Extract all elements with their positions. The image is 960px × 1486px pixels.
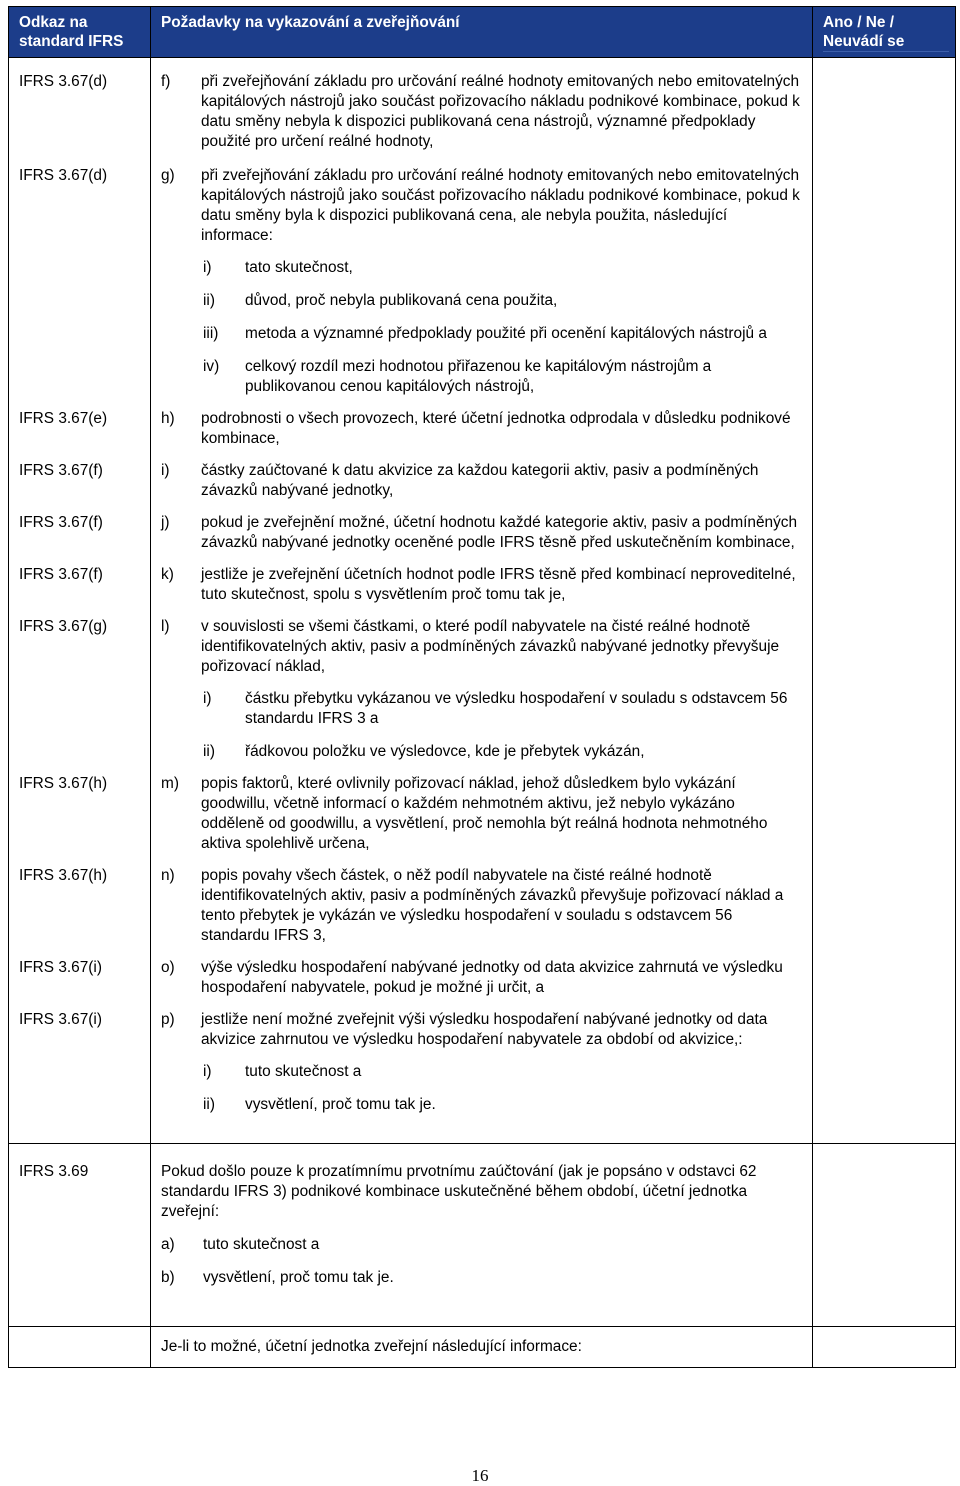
item-letter: j) (161, 514, 170, 531)
item-text: částky zaúčtované k datu akvizice za každou kategorii aktiv, pasiv a podmíněných závazků nabývané jednotky, (201, 462, 759, 499)
sub-item-text: částku přebytku vykázanou ve výsledku hospodaření v souladu s odstavcem 56 standardu IFRS 3 a (245, 690, 788, 727)
reference-cell (9, 152, 151, 397)
requirement-row (9, 998, 956, 1144)
requirement-cell (151, 397, 813, 449)
sub-item-numeral: iv) (203, 358, 220, 375)
requirement-item (151, 617, 812, 677)
reference-cell (9, 397, 151, 449)
reference-text: IFRS 3.67(d) (19, 167, 108, 184)
answer-cell[interactable] (813, 152, 956, 397)
requirement-cell (151, 605, 813, 762)
sub-item-numeral: iii) (203, 325, 219, 342)
item-text: při zveřejňování základu pro určování reálné hodnoty emitovaných nebo emitovatelných kapitálových nástrojů jako součást pořizovacího nákladu podnikové kombinace, pokud k datu směny byla k dispozici publikovaná cena, ale nebyla použita, následující informace: (201, 167, 800, 244)
reference-text: IFRS 3.67(h) (19, 775, 108, 792)
requirement-item (151, 409, 812, 449)
item-text: popis faktorů, které ovlivnily pořizovací náklad, jehož důsledkem bylo vykázání goodwillu, včetně informací o každém nehmotném aktivu, jež nebylo vykázáno odděleně od goodwillu, a vysvětlení, proč nemohla být reálná hodnota nehmotného aktiva spolehlivě určena, (201, 775, 768, 852)
requirement-cell (151, 1327, 813, 1368)
section-item-a: a) tuto skutečnost a (161, 1236, 320, 1253)
requirement-cell (151, 762, 813, 854)
answer-cell[interactable] (813, 501, 956, 553)
requirement-cell (151, 1144, 813, 1327)
reference-text: IFRS 3.67(e) (19, 410, 108, 427)
item-letter: f) (161, 73, 171, 90)
sub-item-numeral: ii) (203, 743, 215, 760)
requirement-row (9, 449, 956, 501)
item-letter: g) (161, 167, 175, 184)
answer-cell[interactable] (813, 946, 956, 998)
requirement-item (151, 958, 812, 998)
answer-cell[interactable] (813, 553, 956, 605)
reference-text: IFRS 3.67(i) (19, 1011, 102, 1028)
requirement-cell (151, 854, 813, 946)
requirement-cell (151, 501, 813, 553)
reference-text: IFRS 3.67(f) (19, 566, 103, 583)
item-letter: n) (161, 867, 175, 884)
requirement-cell (151, 152, 813, 397)
requirement-cell (151, 449, 813, 501)
answer-cell[interactable] (813, 449, 956, 501)
item-letter: p) (161, 1011, 175, 1028)
item-letter: o) (161, 959, 175, 976)
sub-item (151, 1095, 812, 1115)
sub-item-text: celkový rozdíl mezi hodnotou přiřazenou ke kapitálovým nástrojům a publikovanou cenou kapitálových nástrojů, (245, 358, 712, 395)
item-text: v souvislosti se všemi částkami, o které podíl nabyvatele na čisté reálné hodnotě identifikovatelných aktiv, pasiv a podmíněných závazků nabývané jednotky převyšuje pořizovací náklad, (201, 618, 780, 675)
sub-item-text: metoda a významné předpoklady použité při ocenění kapitálových nástrojů a (245, 325, 767, 342)
sub-item (151, 258, 812, 278)
item-letter: k) (161, 566, 174, 583)
answer-cell[interactable] (813, 998, 956, 1144)
reference-text: IFRS 3.67(h) (19, 867, 108, 884)
requirement-row (9, 553, 956, 605)
reference-cell (9, 449, 151, 501)
sub-item-numeral: i) (203, 1063, 212, 1080)
item-text: jestliže je zveřejnění účetních hodnot podle IFRS těsně před kombinací neproveditelné, tuto skutečnost, spolu s vysvětlením proč tomu tak je, (201, 566, 796, 603)
requirement-cell (151, 58, 813, 153)
answer-cell[interactable] (813, 762, 956, 854)
requirement-item (151, 166, 812, 246)
requirement-item (151, 72, 812, 152)
reference-cell (9, 553, 151, 605)
reference-cell: IFRS 3.69 (9, 1144, 151, 1327)
sub-item (151, 689, 812, 729)
section-ifrs-3-69 (9, 1144, 956, 1327)
answer-cell[interactable] (813, 397, 956, 449)
reference-text: IFRS 3.67(f) (19, 514, 103, 531)
section-final-row (9, 1327, 956, 1368)
requirement-item (151, 513, 812, 553)
header-requirements: Požadavky na vykazování a zveřejňování (151, 7, 813, 58)
sub-item-numeral: i) (203, 690, 212, 707)
requirement-row (9, 854, 956, 946)
requirement-row (9, 397, 956, 449)
reference-cell (9, 1327, 151, 1368)
reference-text: IFRS 3.67(f) (19, 462, 103, 479)
requirement-item (151, 866, 812, 946)
item-text: podrobnosti o všech provozech, které účetní jednotka odprodala v důsledku podnikové kombinace, (201, 410, 791, 447)
requirement-item (151, 774, 812, 854)
header-row (9, 7, 956, 58)
page-number: 16 (471, 1466, 489, 1485)
answer-cell[interactable] (813, 1327, 956, 1368)
sub-item (151, 291, 812, 311)
item-text: při zveřejňování základu pro určování reálné hodnoty emitovaných nebo emitovatelných kapitálových nástrojů jako součást pořizovacího nákladu podnikové kombinace, pokud k datu směny nebyla k dispozici publikovaná cena nástrojů, významné předpoklady použité pro určení reálné hodnoty, (201, 73, 800, 150)
requirement-row (9, 605, 956, 762)
section-item-b: b) vysvětlení, proč tomu tak je. (161, 1269, 394, 1286)
reference-cell (9, 854, 151, 946)
header-answer: Ano / Ne / Neuvádí se (813, 7, 956, 58)
answer-cell[interactable] (813, 58, 956, 153)
sub-item-numeral: ii) (203, 292, 215, 309)
reference-cell (9, 998, 151, 1144)
requirements-table (8, 6, 956, 1368)
reference-cell (9, 605, 151, 762)
requirement-item (151, 1010, 812, 1050)
answer-cell[interactable] (813, 1144, 956, 1327)
answer-cell[interactable] (813, 605, 956, 762)
reference-text: IFRS 3.67(g) (19, 618, 108, 635)
requirement-item (151, 461, 812, 501)
sub-item (151, 324, 812, 344)
item-text: výše výsledku hospodaření nabývané jednotky od data akvizice zahrnutá ve výsledku hospodaření nabyvatele, pokud je možné ji určit, a (201, 959, 783, 996)
section-text: Pokud došlo pouze k prozatímnímu prvotnímu zaúčtování (jak je popsáno v odstavci 62 standardu IFRS 3) podnikové kombinace uskutečněné během období, účetní jednotka zveřejní: (161, 1163, 757, 1220)
reference-cell (9, 58, 151, 153)
reference-cell (9, 762, 151, 854)
reference-text: IFRS 3.67(d) (19, 73, 108, 90)
requirement-row (9, 762, 956, 854)
item-text: pokud je zveřejnění možné, účetní hodnotu každé kategorie aktiv, pasiv a podmíněných závazků nabývané jednotky oceněné podle IFRS těsně před uskutečněním kombinace, (201, 514, 798, 551)
item-letter: h) (161, 410, 175, 427)
requirement-row (9, 58, 956, 153)
item-text: popis povahy všech částek, o něž podíl nabyvatele na čisté reálné hodnotě identifikovatelných aktiv, pasiv a podmíněných závazků převyšuje pořizovací náklad a tento přebytek je vykázán ve výsledku hospodaření v souladu s odstavcem 56 standardu IFRS 3, (201, 867, 784, 944)
sub-item-text: vysvětlení, proč tomu tak je. (245, 1096, 436, 1113)
item-letter: l) (161, 618, 170, 635)
sub-item-text: tato skutečnost, (245, 259, 353, 276)
answer-cell[interactable] (813, 854, 956, 946)
sub-item-numeral: i) (203, 259, 212, 276)
requirement-cell (151, 553, 813, 605)
requirement-row (9, 946, 956, 998)
item-letter: i) (161, 462, 170, 479)
section-final-text: Je-li to možné, účetní jednotka zveřejní následující informace: (161, 1338, 582, 1355)
requirement-row (9, 501, 956, 553)
sub-item-text: řádkovou položku ve výsledovce, kde je přebytek vykázán, (245, 743, 645, 760)
requirement-item (151, 565, 812, 605)
reference-cell (9, 501, 151, 553)
sub-item (151, 1062, 812, 1082)
item-letter: m) (161, 775, 179, 792)
sub-item (151, 742, 812, 762)
requirement-cell (151, 998, 813, 1144)
item-text: jestliže není možné zveřejnit výši výsledku hospodaření nabývané jednotky od data akvizice zahrnutou ve výsledku hospodaření nabyvatele za období od akvizice,: (201, 1011, 768, 1048)
requirement-cell (151, 946, 813, 998)
sub-item-numeral: ii) (203, 1096, 215, 1113)
requirement-row (9, 152, 956, 397)
reference-cell (9, 946, 151, 998)
sub-item-text: důvod, proč nebyla publikovaná cena použita, (245, 292, 558, 309)
sub-item (151, 357, 812, 397)
header-reference: Odkaz na standard IFRS (9, 7, 151, 58)
reference-text: IFRS 3.67(i) (19, 959, 102, 976)
sub-item-text: tuto skutečnost a (245, 1063, 362, 1080)
